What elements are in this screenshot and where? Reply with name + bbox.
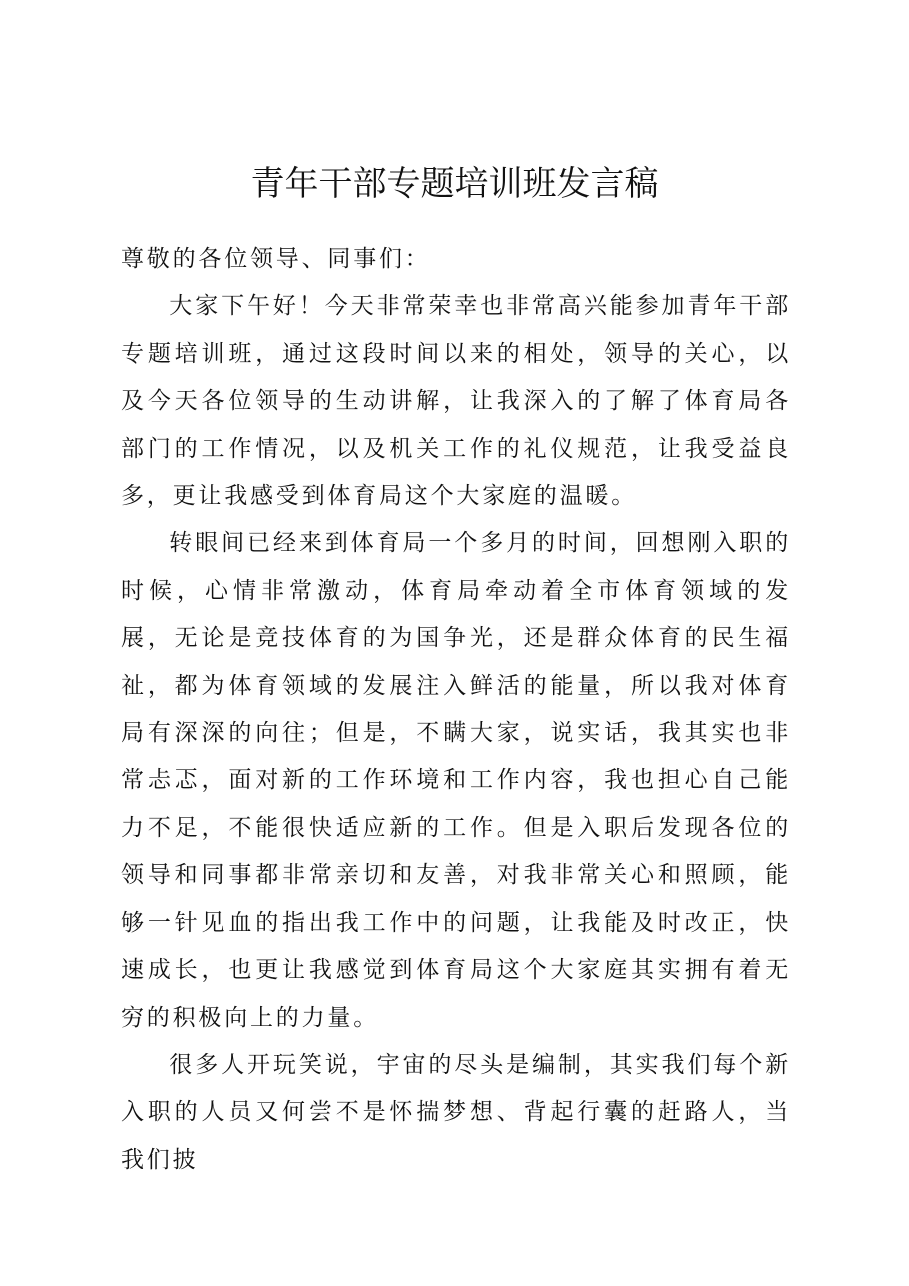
document-body	[121, 236, 791, 1184]
document-title: 青年干部专题培训班发言稿	[250, 164, 659, 204]
salutation: 尊敬的各位领导、同事们：	[121, 246, 431, 272]
paragraph-2: 转眼间已经来到体育局一个多月的时间，回想刚入职的时候，心情非常激动，体育局牵动着全市体育领域的发展，无论是竞技体育的为国争光，还是群众体育的民生福祉，都为体育领域的发展注入鲜活的能量，所以我对体育局有深深的向往；但是，不瞒大家，说实话，我其实也非常忐忑，面对新的工作环境和工作内容，我也担心自己能力不足，不能很快适应新的工作。但是入职后发现各位的领导和同事都非常亲切和友善，对我非常关心和照顾，能够一针见血的指出我工作中的问题，让我能及时改正，快速成长，也更让我感觉到体育局这个大家庭其实拥有着无穷的积极向上的力量。	[121, 530, 791, 1031]
paragraph-3: 很多人开玩笑说，宇宙的尽头是编制，其实我们每个新入职的人员又何尝不是怀揣梦想、背起行囊的赶路人，当我们披	[121, 1051, 791, 1173]
paragraph-1: 大家下午好！今天非常荣幸也非常高兴能参加青年干部专题培训班，通过这段时间以来的相处，领导的关心，以及今天各位领导的生动讲解，让我深入的了解了体育局各部门的工作情况，以及机关工作的礼仪规范，让我受益良多，更让我感受到体育局这个大家庭的温暖。	[121, 293, 791, 510]
